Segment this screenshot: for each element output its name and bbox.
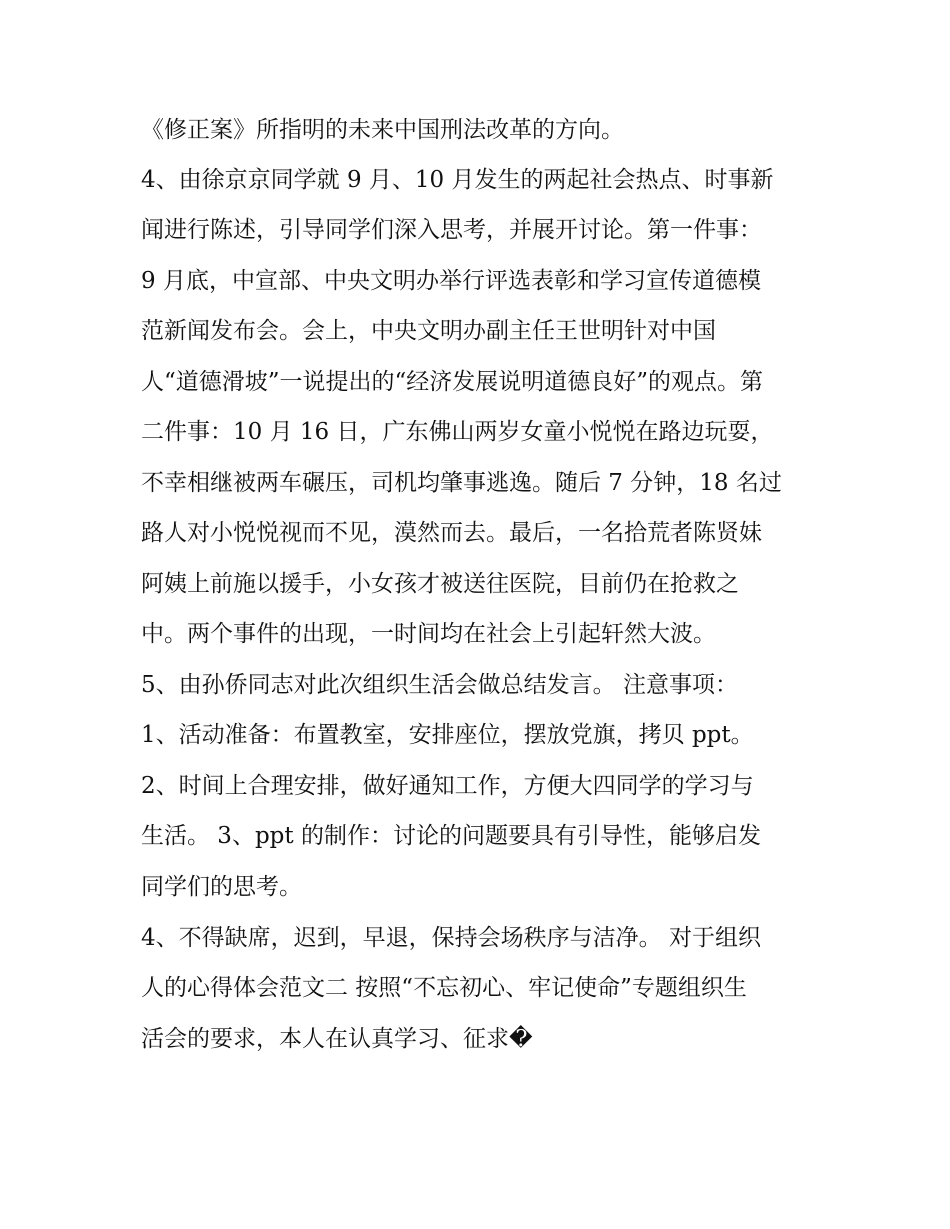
- text-line: 同学们的思考。: [141, 874, 302, 900]
- text-line: 5、由孙侨同志对此次组织生活会做总结发言。 注意事项：: [141, 672, 738, 698]
- text-line: 4、由徐京京同学就 9 月、10 月发生的两起社会热点、时事新: [141, 167, 774, 193]
- text-line: 人的心得体会范文二 按照“不忘初心、牢记使命”专题组织生: [141, 975, 747, 1001]
- text-line: 中。两个事件的出现，一时间均在社会上引起轩然大波。: [141, 621, 716, 647]
- text-line: 路人对小悦悦视而不见，漠然而去。最后，一名拾荒者陈贤妹: [141, 520, 762, 546]
- text-line: 生活。 3、ppt 的制作：讨论的问题要具有引导性，能够启发: [141, 823, 761, 849]
- text-line: 2、时间上合理安排，做好通知工作，方便大四同学的学习与: [141, 773, 754, 799]
- text-line: 《修正案》所指明的未来中国刑法改革的方向。: [141, 117, 624, 143]
- text-line: 活会的要求，本人在认真学习、征求�: [141, 1026, 533, 1052]
- text-line: 阿姨上前施以援手，小女孩才被送往医院，目前仍在抢救之: [141, 571, 739, 597]
- text-line: 二件事：10 月 16 日，广东佛山两岁女童小悦悦在路边玩耍，: [141, 419, 774, 445]
- text-line: 1、活动准备：布置教室，安排座位，摆放党旗，拷贝 ppt。: [141, 722, 754, 748]
- text-line: 不幸相继被两车碾压，司机均肇事逃逸。随后 7 分钟，18 名过: [141, 470, 782, 496]
- text-line: 9 月底，中宣部、中央文明办举行评选表彰和学习宣传道德模: [141, 268, 761, 294]
- text-line: 闻进行陈述，引导同学们深入思考，并展开讨论。第一件事：: [141, 217, 762, 243]
- text-line: 4、不得缺席，迟到，早退，保持会场秩序与洁净。 对于组织: [141, 925, 761, 951]
- text-line: 范新闻发布会。会上，中央文明办副主任王世明针对中国: [141, 318, 716, 344]
- text-line: 人“道德滑坡”一说提出的“经济发展说明道德良好”的观点。第: [141, 369, 764, 395]
